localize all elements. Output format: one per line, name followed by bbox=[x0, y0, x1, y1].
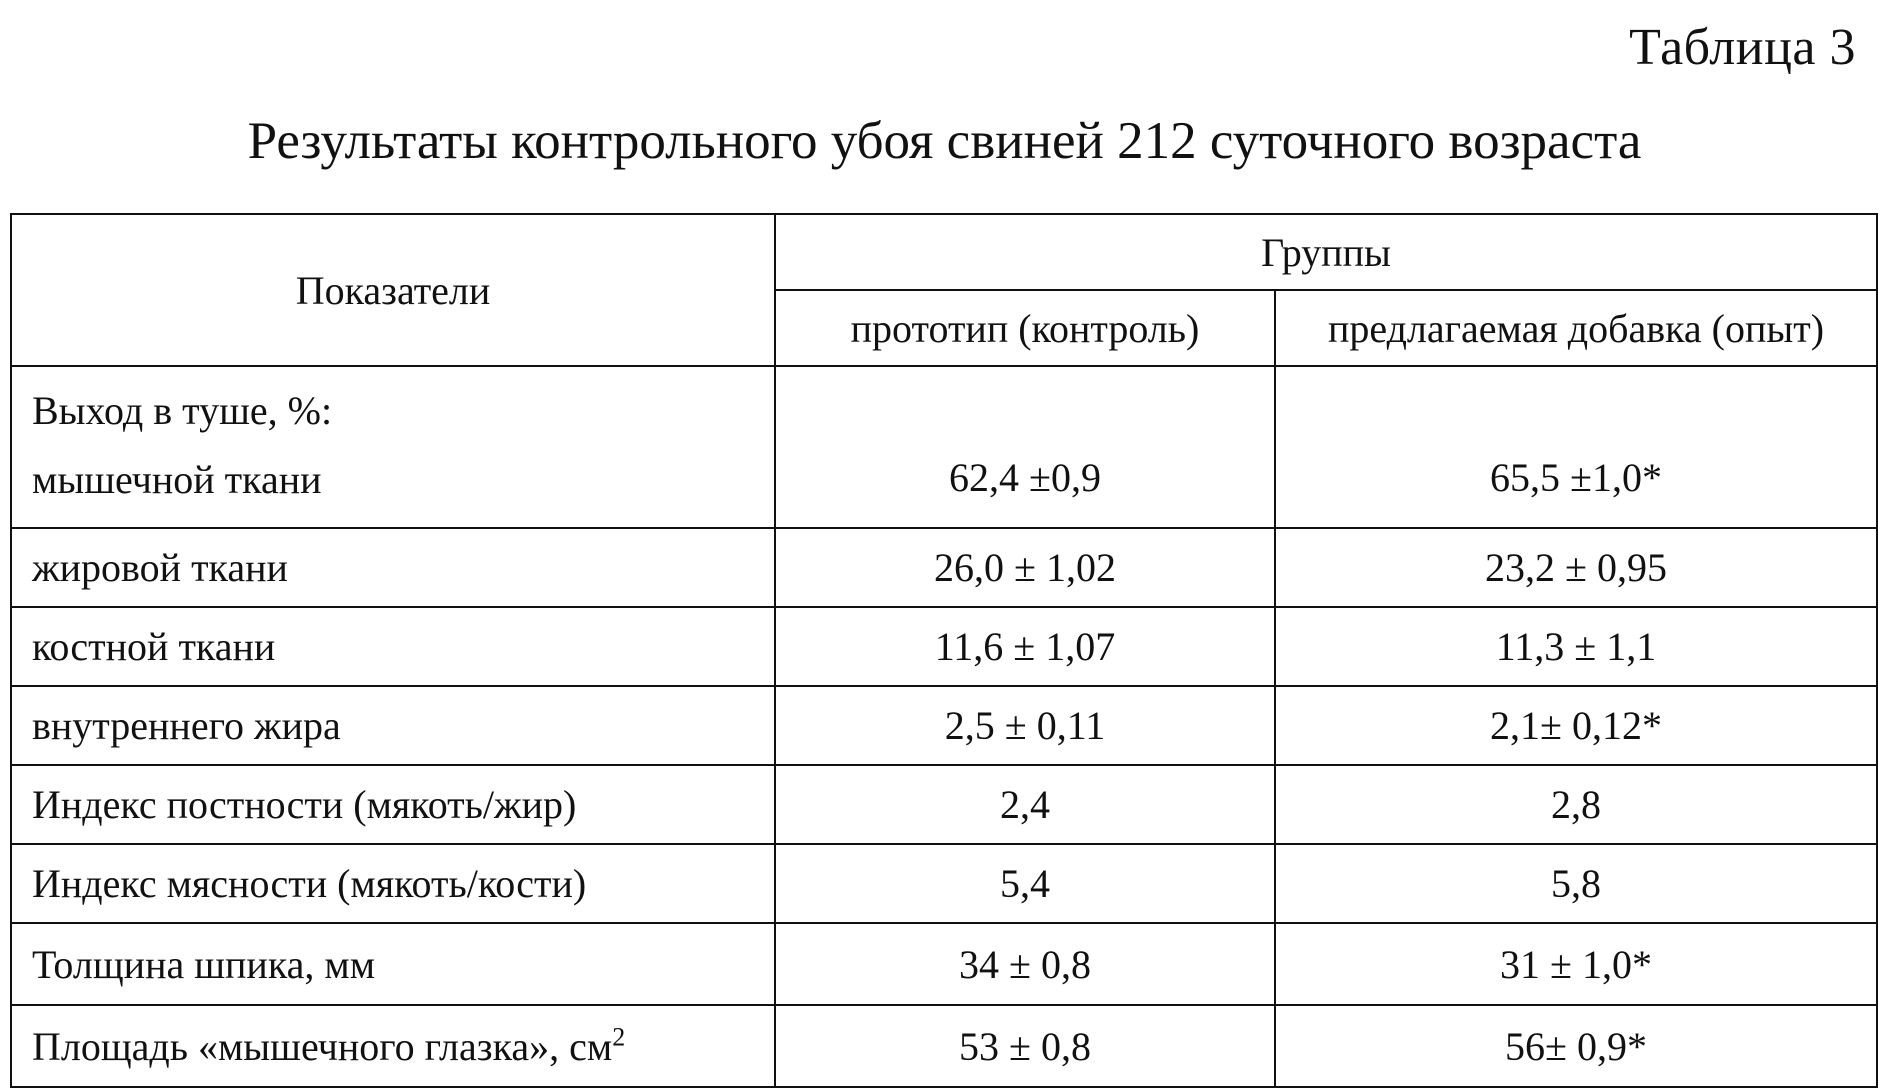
control-value: 34 ± 0,8 bbox=[775, 923, 1275, 1005]
experiment-value: 31 ± 1,0* bbox=[1275, 923, 1877, 1005]
header-experiment: предлагаемая добавка (опыт) bbox=[1275, 290, 1877, 366]
row-label: внутреннего жира bbox=[11, 686, 775, 765]
experiment-value: 11,3 ± 1,1 bbox=[1275, 607, 1877, 686]
header-control: прототип (контроль) bbox=[775, 290, 1275, 366]
experiment-value: 23,2 ± 0,95 bbox=[1275, 528, 1877, 607]
experiment-value bbox=[1275, 366, 1877, 528]
row-label: жировой ткани bbox=[11, 528, 775, 607]
table-title: Результаты контрольного убоя свиней 212 суточного возраста bbox=[247, 112, 1642, 170]
header-groups: Группы bbox=[775, 214, 1877, 290]
table-row bbox=[11, 923, 1877, 1005]
row-label-group-heading: Выход в туше, %: bbox=[32, 388, 333, 433]
row-label: костной ткани bbox=[11, 607, 775, 686]
row-label-text: Площадь «мышечного глазка», см bbox=[32, 1023, 613, 1069]
table-row bbox=[11, 366, 1877, 528]
row-label: Индекс постности (мякоть/жир) bbox=[11, 765, 775, 844]
control-value: 11,6 ± 1,07 bbox=[775, 607, 1275, 686]
table-header-row bbox=[11, 214, 1877, 290]
control-value-text: 62,4 ±0,9 bbox=[949, 455, 1101, 500]
header-indicators: Показатели bbox=[11, 214, 775, 366]
experiment-value: 2,8 bbox=[1275, 765, 1877, 844]
control-value: 53 ± 0,8 bbox=[775, 1005, 1275, 1087]
table-row bbox=[11, 765, 1877, 844]
row-label: Индекс мясности (мякоть/кости) bbox=[11, 844, 775, 923]
table-row bbox=[11, 844, 1877, 923]
row-label bbox=[11, 366, 775, 528]
experiment-value: 2,1± 0,12* bbox=[1275, 686, 1877, 765]
table-row bbox=[11, 607, 1877, 686]
control-value: 2,4 bbox=[775, 765, 1275, 844]
experiment-value: 5,8 bbox=[1275, 844, 1877, 923]
table-row bbox=[11, 686, 1877, 765]
control-value: 26,0 ± 1,02 bbox=[775, 528, 1275, 607]
table-row bbox=[11, 1005, 1877, 1087]
results-table bbox=[10, 213, 1878, 1088]
row-label-text: мышечной ткани bbox=[32, 457, 322, 502]
control-value: 5,4 bbox=[775, 844, 1275, 923]
experiment-value: 56± 0,9* bbox=[1275, 1005, 1877, 1087]
control-value: 2,5 ± 0,11 bbox=[775, 686, 1275, 765]
experiment-value-text: 65,5 ±1,0* bbox=[1490, 455, 1662, 500]
row-label bbox=[11, 1005, 775, 1087]
unit-superscript: 2 bbox=[612, 1022, 626, 1052]
control-value bbox=[775, 366, 1275, 528]
table-number: Таблица 3 bbox=[1629, 19, 1856, 76]
row-label: Толщина шпика, мм bbox=[11, 923, 775, 1005]
table-row bbox=[11, 528, 1877, 607]
